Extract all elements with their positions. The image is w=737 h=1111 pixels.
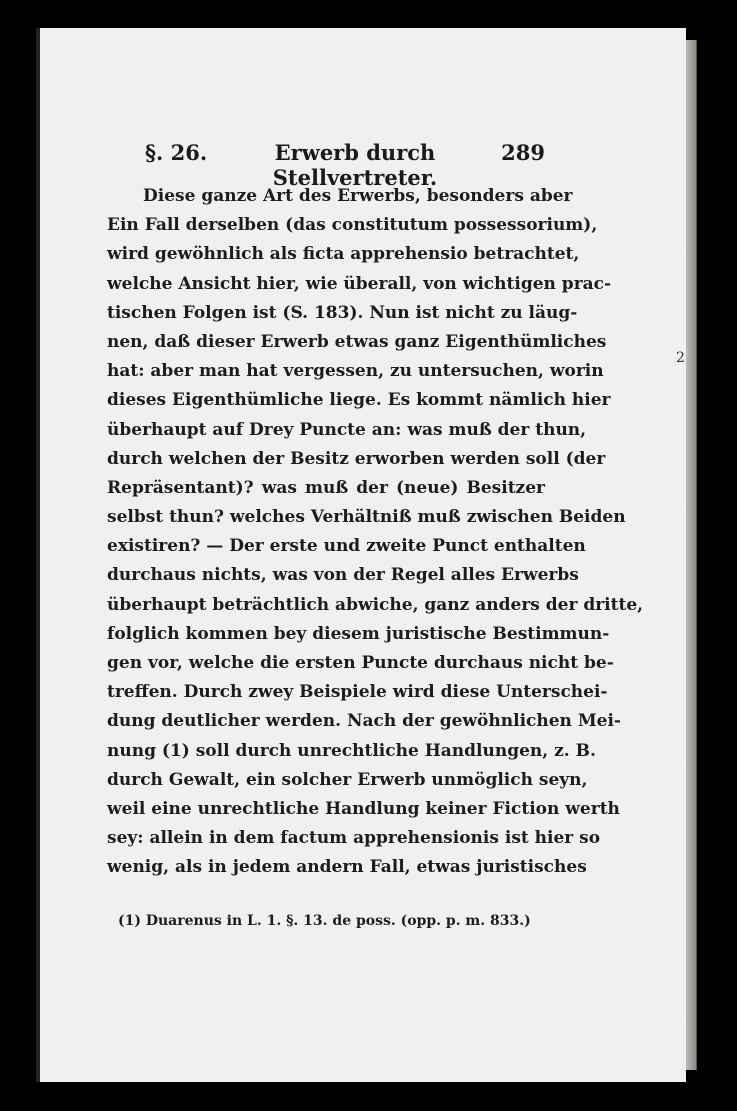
text-line: nen, daß dieser Erwerb etwas ganz Eigenthümliches [107, 331, 607, 352]
text-line: welche Ansicht hier, wie überall, von wichtigen prac- [107, 273, 612, 294]
text-line: nung (1) soll durch unrechtliche Handlungen, z. B. [107, 740, 596, 761]
text-line: Repräsentant)? was muß der (neue) Besitzer [107, 477, 545, 498]
text-line: durch Gewalt, ein solcher Erwerb unmöglich seyn, [107, 769, 588, 790]
text-line: sey: allein in dem factum apprehensionis ist hier so [107, 828, 601, 849]
text-line: dieses Eigenthümliche liege. Es kommt nämlich hier [107, 390, 611, 411]
text-line: hat: aber man hat vergessen, zu untersuchen, worin [107, 361, 604, 382]
text-line: tischen Folgen ist (S. 183). Nun ist nicht zu läug- [107, 302, 578, 323]
text-line: überhaupt beträchtlich abwiche, ganz anders der dritte, [107, 594, 644, 615]
text-line: folglich kommen bey diesem juristische Bestimmun- [107, 623, 610, 644]
text-line: wird gewöhnlich als ficta apprehensio betrachtet, [107, 244, 580, 265]
margin-mark: 2 [676, 350, 685, 366]
footnote: (1) Duarenus in L. 1. §. 13. de poss. (opp. p. m. 833.) [118, 913, 531, 929]
section-number: §. 26. [145, 140, 208, 165]
text-line: Ein Fall derselben (das constitutum possessorium), [107, 215, 598, 236]
body-text [107, 182, 644, 883]
page-number: 289 [501, 140, 545, 165]
text-line: durchaus nichts, was von der Regel alles Erwerbs [107, 565, 579, 586]
text-line: dung deutlicher werden. Nach der gewöhnlichen Mei- [107, 711, 621, 732]
text-line: durch welchen der Besitz erworben werden soll (der [107, 448, 606, 469]
text-line: gen vor, welche die ersten Puncte durchaus nicht be- [107, 653, 614, 673]
running-header [145, 140, 545, 190]
text-line: selbst thun? welches Verhältniß muß zwischen Beiden [107, 507, 626, 528]
running-title: Erwerb durch Stellvertreter. [272, 140, 438, 190]
text-line: existiren? — Der erste und zweite Punct enthalten [107, 536, 586, 557]
text-line: überhaupt auf Drey Puncte an: was muß der thun, [107, 419, 587, 440]
text-line: treffen. Durch zwey Beispiele wird diese Unterschei- [107, 682, 608, 703]
text-line: wenig, als in jedem andern Fall, etwas juristisches [107, 857, 587, 878]
text-line: Diese ganze Art des Erwerbs, besonders aber [143, 186, 573, 206]
text-line: weil eine unrechtliche Handlung keiner Fiction werth [107, 798, 620, 819]
